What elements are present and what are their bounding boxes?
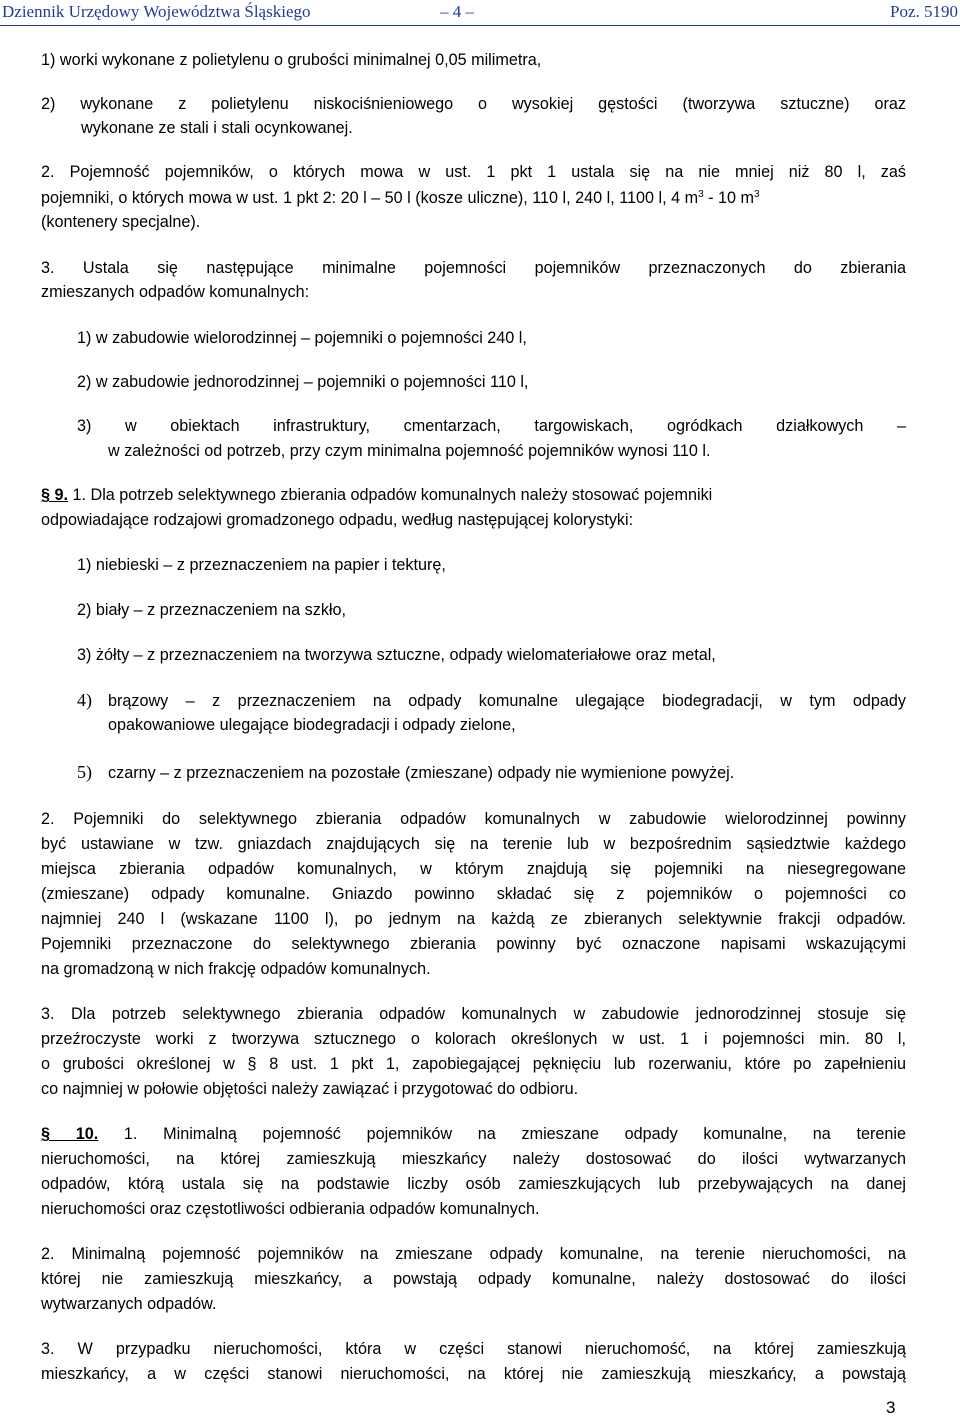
text-line: 2. Pojemniki do selektywnego zbierania odpadów komunalnych w zabudowie wielorodzinnej powinny xyxy=(41,810,906,828)
text-line: nieruchomości, na której zamieszkują mieszkańcy należy dostosować do ilości wytwarzanych xyxy=(41,1150,906,1168)
list-item: 1) w zabudowie wielorodzinnej – pojemniki o pojemności 240 l, xyxy=(77,329,527,347)
section-9-marker: § 9. xyxy=(41,486,69,504)
text-line: odpadów, którą ustala się na podstawie liczby osób zamieszkujących lub przebywających na danej xyxy=(41,1175,906,1193)
text-line: o grubości określonej w § 8 ust. 1 pkt 1, zapobiegającej pęknięciu lub rozerwaniu, które po zapełnieniu xyxy=(41,1055,906,1073)
header-journal-title: Dziennik Urzędowy Województwa Śląskiego xyxy=(2,2,311,21)
section-9-line: § 9. 1. Dla potrzeb selektywnego zbierania odpadów komunalnych należy stosować pojemniki xyxy=(41,486,713,504)
text-line: najmniej 240 l (wskazane 1100 l), po jednym na każdą ze zbieranych selektywnie frakcji odpadów. xyxy=(41,910,906,928)
text-line: opakowaniowe ulegające biodegradacji i odpady zielone, xyxy=(108,716,516,734)
list-item-number: 5) xyxy=(77,762,92,782)
list-item: 2) w zabudowie jednorodzinnej – pojemniki o pojemności 110 l, xyxy=(77,373,529,391)
text-line: wytwarzanych odpadów. xyxy=(41,1295,217,1313)
text-line: mieszkańcy, a w części stanowi nieruchomości, na której nie zamieszkują mieszkańcy, a powstają xyxy=(41,1365,906,1383)
page-number: 3 xyxy=(886,1398,896,1417)
text-line: 2. Pojemność pojemników, o których mowa w ust. 1 pkt 1 ustala się na nie mniej niż 80 l, zaś xyxy=(41,163,906,181)
text-line: (zmieszane) odpady komunalne. Gniazdo powinno składać się z pojemników o pojemności co xyxy=(41,885,906,903)
text-line: być ustawiane w tzw. gniazdach znajdujących się na terenie lub w bezpośrednim sąsiedztwie każdego xyxy=(41,835,906,853)
text-line: miejsca zbierania odpadów komunalnych, w którym znajdują się pojemniki na niesegregowane xyxy=(41,860,906,878)
text-line: co najmniej w połowie objętości należy zawiązać i przygotować do odbioru. xyxy=(41,1080,579,1098)
text-line: wykonane ze stali i stali ocynkowanej. xyxy=(81,119,353,137)
text-line: 1) worki wykonane z polietylenu o grubości minimalnej 0,05 milimetra, xyxy=(41,51,542,69)
list-item: brązowy – z przeznaczeniem na odpady komunalne ulegające biodegradacji, w tym odpady xyxy=(108,692,906,710)
text-line: 3. W przypadku nieruchomości, która w części stanowi nieruchomość, na której zamieszkują xyxy=(41,1340,906,1358)
header-position: Poz. 5190 xyxy=(890,2,958,21)
list-item: 1) niebieski – z przeznaczeniem na papier i tekturę, xyxy=(77,556,446,574)
text-line: przeźroczyste worki z tworzywa sztucznego o kolorach określonych w ust. 1 i pojemności min. 80 l, xyxy=(41,1030,906,1048)
text-line: pojemniki, o których mowa w ust. 1 pkt 2: 20 l – 50 l (kosze uliczne), 110 l, 240 l, 1100 l, 4 $m^3 - 10$ $m^3$ xyxy=(41,189,760,207)
list-item: 3) w obiektach infrastruktury, cmentarzach, targowiskach, ogródkach działkowych – xyxy=(77,417,906,435)
text-line: na gromadzoną w nich frakcję odpadów komunalnych. xyxy=(41,960,431,978)
text-line: zmieszanych odpadów komunalnych: xyxy=(41,283,310,301)
list-item: 2) biały – z przeznaczeniem na szkło, xyxy=(77,601,347,619)
text-line: w zależności od potrzeb, przy czym minimalna pojemność pojemników wynosi 110 l. xyxy=(108,442,711,460)
list-item-number: 4) xyxy=(77,690,92,710)
header-page-marker: – 4 – xyxy=(440,2,474,21)
text-line: Pojemniki przeznaczone do selektywnego zbierania powinny być oznaczone napisami wskazującymi xyxy=(41,935,906,953)
text-line: (kontenery specjalne). xyxy=(41,213,201,231)
text-line: 2) wykonane z polietylenu niskociśnieniowego o wysokiej gęstości (tworzywa sztuczne) oraz xyxy=(41,95,906,113)
section-10-line: § 10. 1. Minimalną pojemność pojemników na zmieszane odpady komunalne, na terenie xyxy=(41,1125,906,1143)
header-rule xyxy=(0,25,960,26)
text-line: której nie zamieszkują mieszkańcy, a powstają odpady komunalne, należy dostosować do ilości xyxy=(41,1270,906,1288)
text-line: 3. Ustala się następujące minimalne pojemności pojemników przeznaczonych do zbierania xyxy=(41,259,906,277)
text-line: 2. Minimalną pojemność pojemników na zmieszane odpady komunalne, na terenie nieruchomości, na xyxy=(41,1245,906,1263)
list-item: 3) żółty – z przeznaczeniem na tworzywa sztuczne, odpady wielomateriałowe oraz metal, xyxy=(77,646,716,664)
text-line: 3. Dla potrzeb selektywnego zbierania odpadów komunalnych w zabudowie jednorodzinnej stosuje się xyxy=(41,1005,906,1023)
text-line: nieruchomości oraz częstotliwości odbierania odpadów komunalnych. xyxy=(41,1200,540,1218)
list-item: czarny – z przeznaczeniem na pozostałe (zmieszane) odpady nie wymienione powyżej. xyxy=(108,764,735,782)
text-line: odpowiadające rodzajowi gromadzonego odpadu, według następującej kolorystyki: xyxy=(41,511,634,529)
section-10-marker: § 10. xyxy=(41,1125,99,1143)
page-header xyxy=(0,0,960,26)
